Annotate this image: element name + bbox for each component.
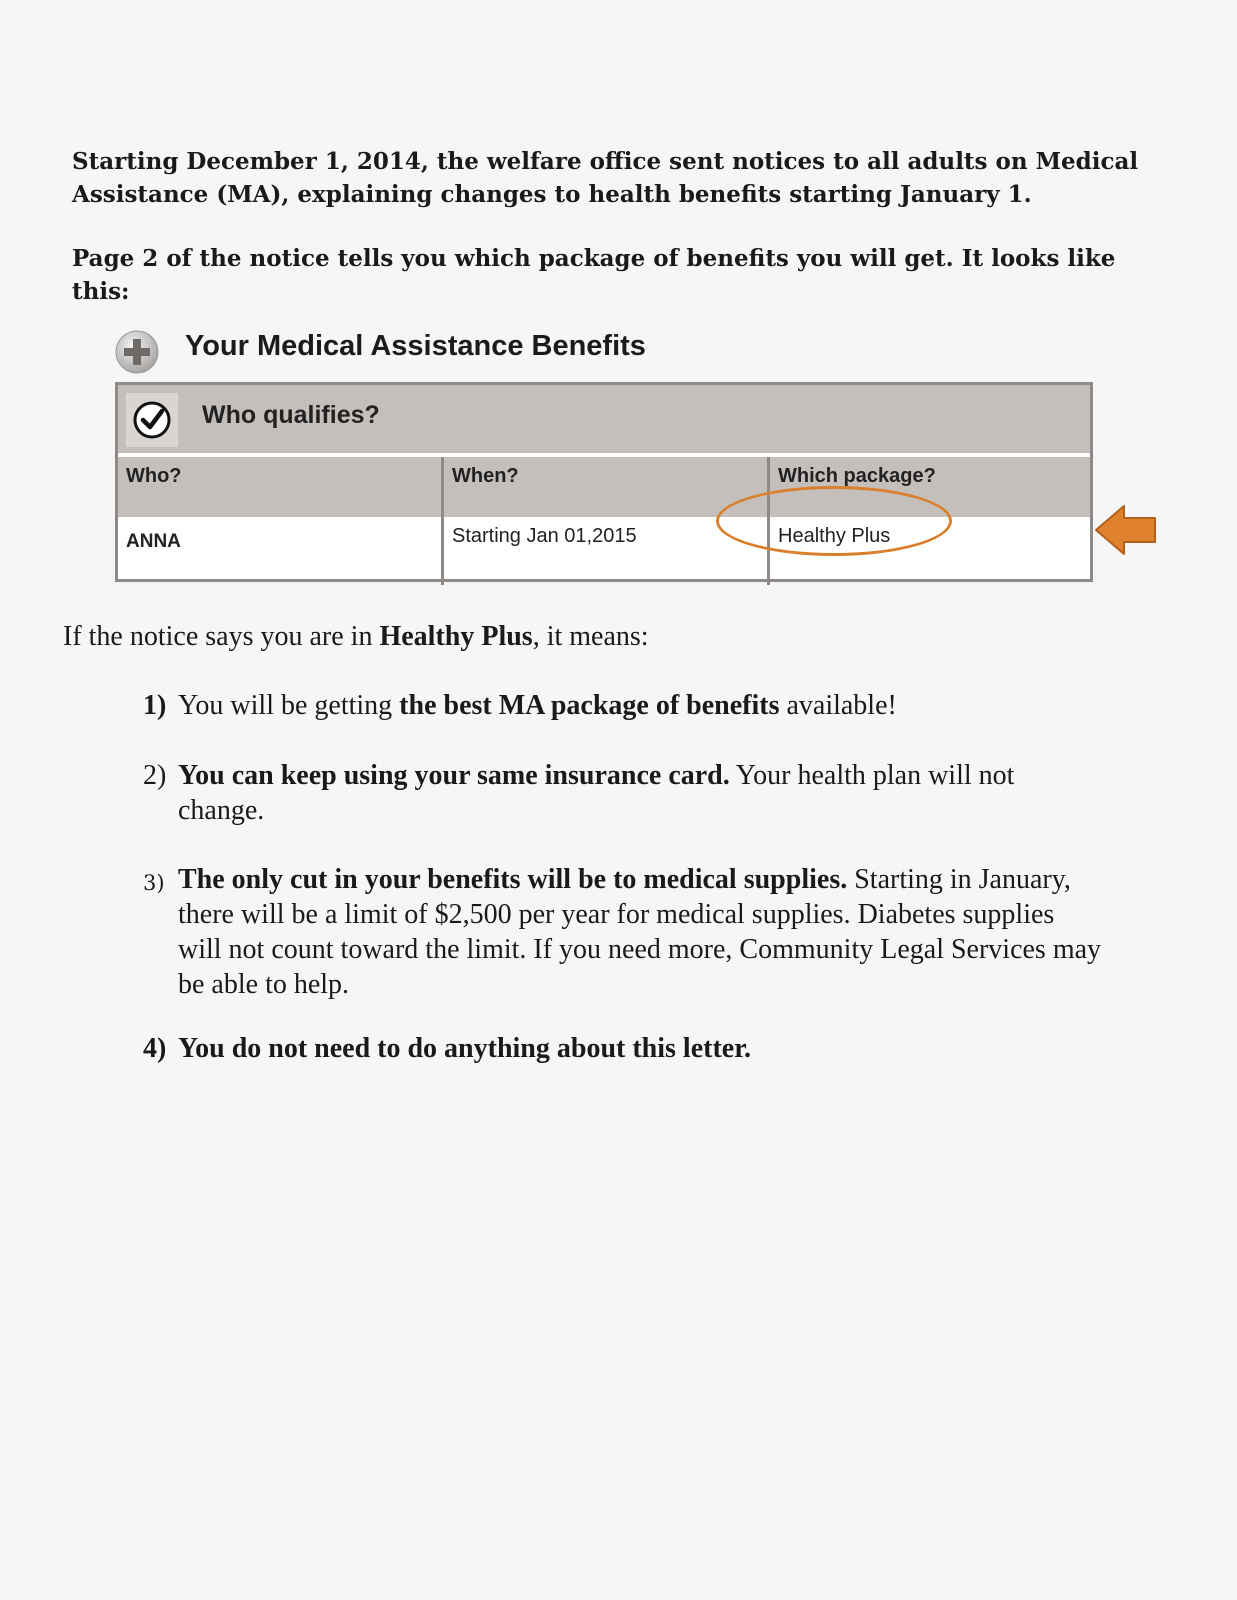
column-header-who: Who? — [118, 457, 442, 517]
checkmark-icon — [132, 400, 172, 440]
list-item — [143, 758, 1103, 828]
medical-plus-icon — [115, 330, 159, 374]
list-number: 3) — [143, 871, 165, 895]
who-qualifies-bar — [118, 385, 1090, 457]
intro-paragraph-1: Starting December 1, 2014, the welfare office sent notices to all adults on Medical Assistance (MA), explaining changes to health benefits starting January 1. — [72, 148, 1139, 208]
column-header-package: Which package? — [770, 457, 1090, 517]
column-header-when: When? — [444, 457, 768, 517]
list-number: 1) — [143, 690, 167, 721]
means-intro — [63, 620, 649, 654]
item-text: Your health plan will not change. — [178, 760, 1015, 826]
means-bold: Healthy Plus — [379, 621, 533, 652]
intro-paragraph-2: Page 2 of the notice tells you which package of benefits you will get. It looks like this: — [72, 245, 1116, 305]
benefits-table — [115, 382, 1093, 582]
list-item — [143, 862, 1103, 1002]
left-arrow-icon — [1094, 503, 1158, 557]
list-item — [143, 1031, 1103, 1066]
cell-when: Starting Jan 01,2015 — [452, 525, 637, 547]
notice-title: Your Medical Assistance Benefits — [185, 330, 646, 362]
item-text: available! — [779, 690, 897, 721]
means-post: , it means: — [532, 621, 649, 652]
item-bold: the best MA package of benefits — [399, 690, 780, 721]
cell-package: Healthy Plus — [778, 525, 891, 547]
item-bold: You can keep using your same insurance card. — [178, 760, 730, 791]
highlight-oval — [716, 486, 952, 556]
cell-who: ANNA — [126, 531, 181, 552]
item-bold: You do not need to do anything about this letter. — [178, 1033, 752, 1064]
list-number: 2) — [143, 760, 167, 791]
who-qualifies-label: Who qualifies? — [202, 401, 380, 429]
list-number: 4) — [143, 1033, 167, 1064]
item-text: Starting in January, there will be a limit of $2,500 per year for medical supplies. Diabetes supplies will not count toward the limit. If you need more, Community Legal Services may be able to help. — [178, 864, 1102, 1000]
list-item — [143, 688, 1103, 723]
item-bold: The only cut in your benefits will be to medical supplies. — [178, 864, 848, 895]
check-box — [126, 393, 178, 447]
column-divider — [441, 457, 444, 585]
item-text: You will be getting — [178, 690, 400, 721]
means-pre: If the notice says you are in — [63, 621, 380, 652]
